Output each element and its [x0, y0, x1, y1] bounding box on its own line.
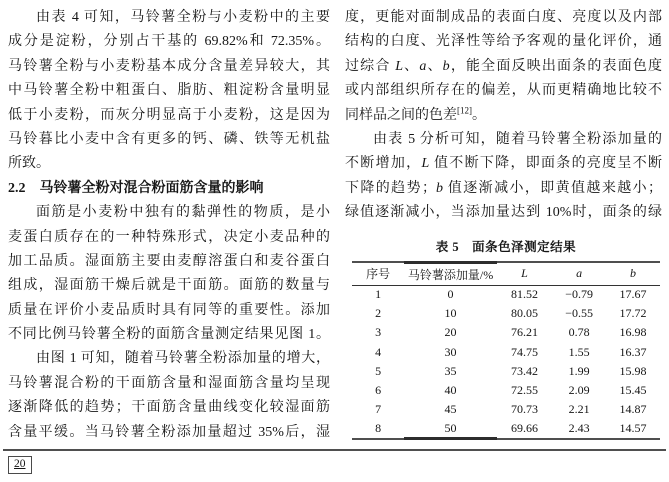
table-cell: 80.05	[510, 306, 538, 321]
text-line: 不断增加，L 值不断下降，即面条的亮度呈不断	[345, 156, 662, 172]
table-cell: 1.99	[568, 363, 590, 378]
table-row	[352, 323, 660, 342]
text-line: 不同比例马铃薯全粉的面筋含量测定结果见图 1。	[8, 327, 330, 343]
table-cell: 69.66	[510, 420, 538, 435]
text-line: 所致。	[8, 156, 50, 172]
right-column	[345, 6, 662, 445]
table-cell: 45	[444, 402, 457, 417]
table-row	[352, 400, 660, 419]
text-line: 马铃薯全粉与小麦粉基本成分含量差异较大，其	[8, 58, 330, 74]
table-cell: 76.21	[510, 325, 538, 340]
table-cell: 20	[444, 325, 457, 340]
table-cell: −0.55	[565, 306, 594, 321]
text-line: 中马铃薯全粉中粗蛋白、脂肪、粗淀粉含量明显	[8, 83, 330, 99]
table-cell: 0	[447, 287, 454, 302]
table5-body	[352, 285, 660, 439]
table-cell: 8	[375, 420, 382, 435]
table-cell: 10	[444, 306, 457, 321]
table-cell: 2.43	[568, 420, 590, 435]
table-cell: 30	[444, 344, 457, 359]
table-cell: −0.79	[565, 287, 594, 302]
table-cell: 17.72	[619, 306, 647, 321]
table-cell: 70.73	[510, 402, 538, 417]
footer-rule	[3, 449, 666, 451]
text-line: 绿值逐渐减小，当添加量达到 10%时，面条的绿	[345, 205, 662, 221]
table-cell: 15.98	[619, 363, 647, 378]
text-line: 含量平缓。当马铃薯全粉添加量超过 35%后，湿	[8, 424, 330, 440]
table5	[352, 261, 660, 441]
text-line: 由表 5 分析可知，随着马铃薯全粉添加量的	[373, 131, 662, 147]
text-line: 马铃薯混合粉的干面筋含量和湿面筋含量均呈现	[8, 375, 330, 391]
table-cell: 16.98	[619, 325, 647, 340]
table-cell: 15.45	[619, 383, 647, 398]
table5-block	[352, 239, 660, 441]
table-cell: 74.75	[510, 344, 538, 359]
column-header: a	[552, 262, 606, 285]
left-column	[8, 6, 330, 445]
text-line: 同样品之间的色差[12]。	[345, 104, 486, 123]
text-line: 由图 1 可知，随着马铃薯全粉添加量的增大，	[36, 351, 330, 367]
table-cell: 7	[375, 402, 382, 417]
table-cell: 40	[444, 383, 457, 398]
text-line: 质量在评价小麦品质时具有同等的重要性。添加	[8, 302, 330, 318]
table-row	[352, 304, 660, 323]
text-line: 低于小麦粉，而灰分明显高于小麦粉，这是因为	[8, 107, 330, 123]
table5-header-row	[352, 262, 660, 285]
page-number: 20	[14, 458, 26, 470]
table-cell: 16.37	[619, 344, 647, 359]
text-line: 加工品质。湿面筋主要由麦醇溶蛋白和麦谷蛋白	[8, 253, 330, 269]
table-row	[352, 343, 660, 362]
text-line: 2.2 马铃薯全粉对混合粉面筋含量的影响	[8, 180, 264, 196]
table5-title: 表 5 面条色泽测定结果	[435, 239, 577, 254]
table-row	[352, 362, 660, 381]
table-cell: 0.78	[568, 325, 590, 340]
text-line: 面筋是小麦粉中独有的黏弹性的物质，是小	[36, 205, 330, 221]
table-cell: 17.67	[619, 287, 647, 302]
column-header: 序号	[352, 262, 404, 285]
table-cell: 5	[375, 363, 382, 378]
text-line: 过综合 L、a、b，能全面反映出面条的表面色度	[345, 58, 662, 74]
text-line: 由表 4 可知，马铃薯全粉与小麦粉中的主要	[36, 10, 330, 25]
table-cell: 50	[404, 419, 496, 438]
table-cell: 2	[375, 306, 382, 321]
text-line: 马铃暮比小麦中含有更多的钙、磷、铁等无机盐	[8, 131, 330, 147]
table-cell: 6	[375, 383, 382, 398]
table-cell: 72.55	[510, 383, 538, 398]
table-cell: 2.09	[568, 383, 590, 398]
text-line: 成分是淀粉，分别占干基的 69.82%和 72.35%。	[8, 34, 330, 50]
table-row	[352, 419, 660, 438]
table-cell: 3	[375, 325, 382, 340]
text-line: 或内部组织所存在的偏差，从而更精确地比较不	[345, 83, 662, 99]
text-line: 下降的趋势；b 值逐渐减小，即黄值越来越小；	[345, 180, 662, 196]
table-cell: 2.21	[568, 402, 590, 417]
table-cell: 1.55	[568, 344, 590, 359]
column-header: L	[497, 262, 552, 285]
table-cell: 1	[375, 287, 382, 302]
table-row	[352, 285, 660, 304]
table-cell: 73.42	[510, 363, 538, 378]
text-line: 结构的白度、光泽性等给予客观的量化评价，通	[345, 34, 662, 50]
table-cell: 35	[444, 363, 457, 378]
right-column-text	[345, 6, 662, 226]
table-cell: 4	[375, 344, 382, 359]
column-header: b	[606, 262, 660, 285]
column-header: 马铃薯添加量/%	[404, 262, 496, 285]
table-cell: 14.87	[619, 402, 647, 417]
page-number-box	[8, 456, 32, 474]
table-row	[352, 381, 660, 400]
two-column-layout	[8, 6, 662, 445]
text-line: 度，更能对面制成品的表面白度、亮度以及内部	[345, 10, 662, 25]
text-line: 组成，湿面筋干燥后就是干面筋。面筋的数量与	[8, 278, 330, 294]
table-cell: 14.57	[619, 420, 647, 435]
text-line: 逐渐降低的趋势；干面筋含量曲线变化较湿面筋	[8, 400, 330, 416]
table-cell: 81.52	[510, 287, 538, 302]
text-line: 麦蛋白质存在的一种特殊形式，决定小麦品种的	[8, 229, 330, 245]
